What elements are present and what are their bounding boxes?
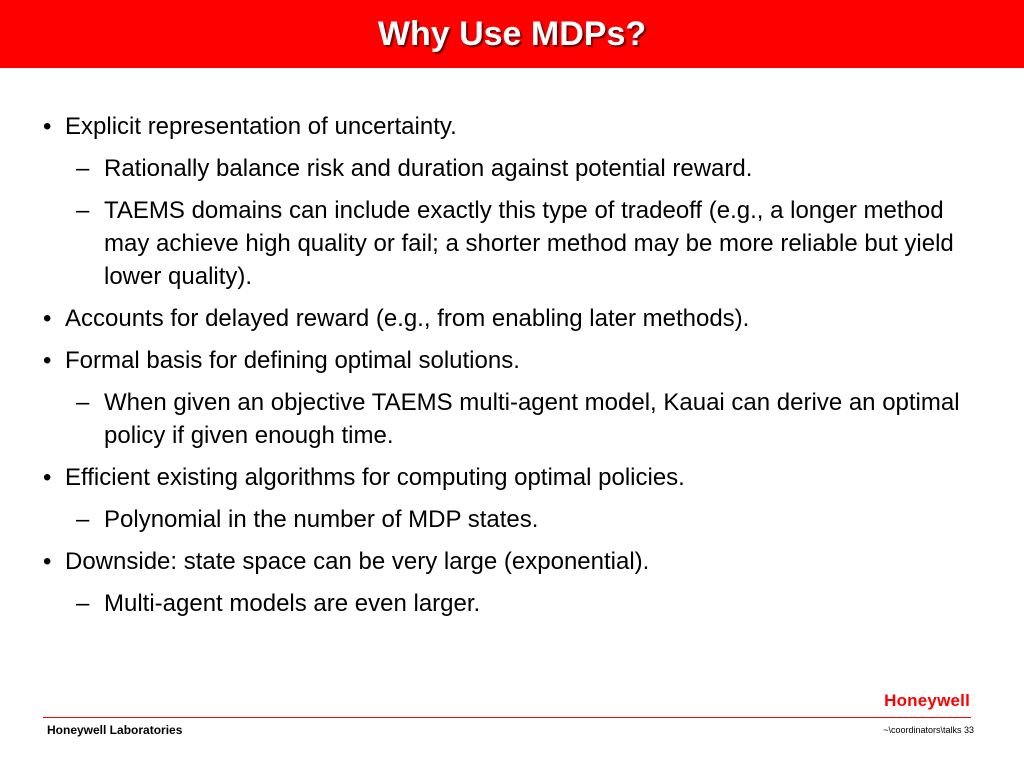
sub-bullet-text: Rationally balance risk and duration against potential reward. — [104, 155, 753, 182]
sub-bullet-text: When given an objective TAEMS multi-agent model, Kauai can derive an optimal policy if given enough time. — [104, 389, 960, 449]
sub-bullet-marker: – — [76, 155, 90, 182]
bullet-text: Explicit representation of uncertainty. — [65, 113, 457, 140]
sub-bullet-marker: – — [76, 590, 90, 617]
sub-bullet-item — [0, 152, 1024, 185]
sub-bullet-item — [0, 503, 1024, 536]
bullet-text: Downside: state space can be very large (exponential). — [65, 548, 650, 575]
sub-bullet-text: TAEMS domains can include exactly this type of tradeoff (e.g., a longer method may achieve high quality or fail; a shorter method may be more reliable but yield lower quality). — [104, 197, 954, 290]
footer-left-label: Honeywell Laboratories — [47, 723, 183, 737]
bullet-text: Formal basis for defining optimal solutions. — [65, 347, 520, 374]
bullet-item — [0, 344, 1024, 377]
bullet-text: Efficient existing algorithms for computing optimal policies. — [65, 464, 685, 491]
bullet-marker: • — [43, 113, 52, 140]
sub-bullet-marker: – — [76, 506, 90, 533]
slide-title: Why Use MDPs? — [377, 15, 647, 53]
sub-bullet-item — [0, 587, 1024, 620]
footer-page-info: ~\coordinators\talks 33 — [883, 725, 974, 735]
bullet-item — [0, 461, 1024, 494]
bullet-marker: • — [43, 347, 52, 374]
sub-bullet-text: Polynomial in the number of MDP states. — [104, 506, 539, 533]
bullet-marker: • — [43, 464, 52, 491]
sub-bullet-text: Multi-agent models are even larger. — [104, 590, 481, 617]
bullet-item — [0, 302, 1024, 335]
bullet-marker: • — [43, 305, 52, 332]
bullet-item — [0, 545, 1024, 578]
slide-body — [0, 110, 1024, 629]
sub-bullet-marker: – — [76, 389, 90, 416]
sub-bullet-item — [0, 386, 1024, 452]
bullet-item — [0, 110, 1024, 143]
bullet-text: Accounts for delayed reward (e.g., from enabling later methods). — [65, 305, 750, 332]
bullet-marker: • — [43, 548, 52, 575]
footer-divider — [43, 717, 971, 718]
sub-bullet-marker: – — [76, 197, 90, 224]
honeywell-logo: Honeywell — [884, 691, 970, 710]
sub-bullet-item — [0, 194, 1024, 293]
